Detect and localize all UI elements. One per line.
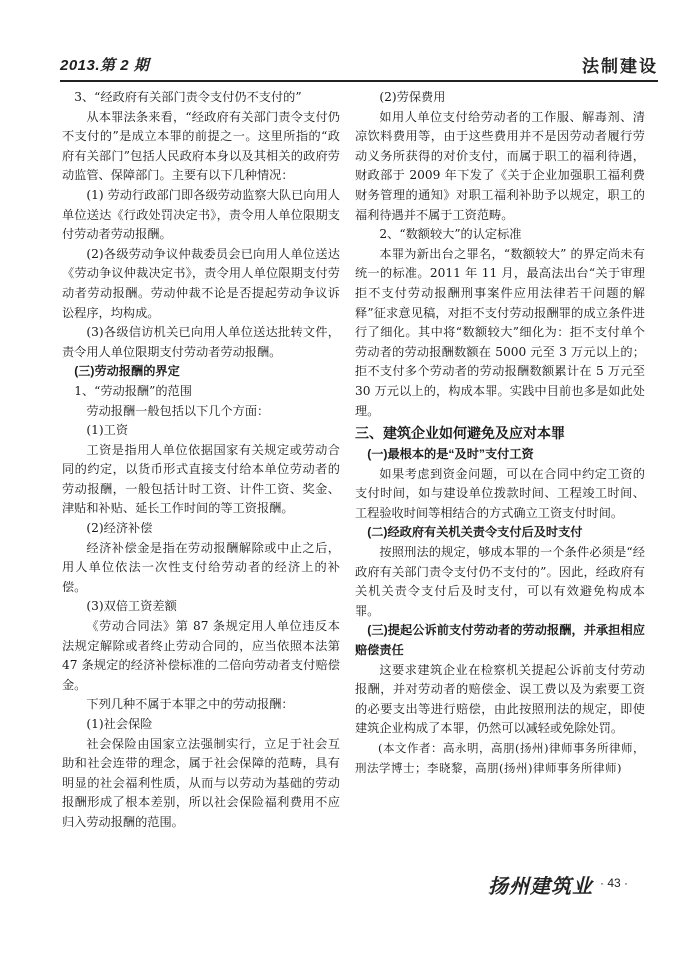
author-note: (本文作者：高永明，高朋(扬州)律师事务所律师，刑法学博士；李晓黎，高朋(扬州)律师事务所律师) bbox=[355, 741, 645, 775]
subheading: 1、“劳动报酬”的范围 bbox=[74, 383, 192, 398]
paragraph: 3、“经政府有关部门责令支付仍不支付的” bbox=[74, 90, 302, 104]
paragraph: 工资是指用人单位依据国家有关规定或劳动合同的约定，以货币形式直接支付给本单位劳动者的劳动报酬，一般包括计时工资、计件工资、奖金、津贴和补贴、延长工作时间的等工资报酬。 bbox=[62, 442, 340, 516]
magazine-logo: 扬州建筑业 bbox=[488, 874, 593, 898]
paragraph: 这要求建筑企业在检察机关提起公诉前支付劳动报酬，并对劳动者的赔偿金、误工费以及为索要工资的必要支出等进行赔偿，由此按照刑法的规定，即使建筑企业构成了本罪，仍然可以减轻或免除处罚。 bbox=[355, 662, 645, 736]
paragraph: 劳动报酬一般包括以下几个方面： bbox=[86, 403, 270, 418]
paragraph: 如用人单位支付给劳动者的工作服、解毒剂、清凉饮料费用等，由于这些费用并不是因劳动者履行劳动义务所获得的对价支付，而属于职工的福利待遇，财政部于 2009 年下发了《关于企业加强职工福利费财务管理的通知》对职工福利补助予以规定，职工的福利待遇并不属于工资范畴。 bbox=[355, 109, 645, 222]
paragraph: 从本罪法条来看，“经政府有关部门责令支付仍不支付的”是成立本罪的前提之一。这里所指的“政府有关部门”包括人民政府本身以及其相关的政府劳动监管、保障部门。主要有以下几种情况： bbox=[62, 109, 340, 183]
right-column bbox=[355, 88, 645, 778]
paragraph: 《劳动合同法》第 87 条规定用人单位违反本法规定解除或者终止劳动合同的，应当依照本法第 47 条规定的经济补偿标准的二倍向劳动者支付赔偿金。 bbox=[62, 619, 340, 692]
list-item-label: (3)双倍工资差额 bbox=[86, 599, 177, 614]
page-header bbox=[60, 50, 658, 82]
paragraph: (3)各级信访机关已向用人单位送达批转文件，责令用人单位限期支付劳动者劳动报酬。 bbox=[62, 325, 340, 359]
left-column bbox=[62, 88, 340, 833]
subsection-heading: (三)提起公诉前支付劳动者的劳动报酬，并承担相应赔偿责任 bbox=[355, 623, 645, 658]
page-number: · 43 · bbox=[600, 876, 629, 890]
section-heading: 三、建筑企业如何避免及应对本罪 bbox=[355, 425, 565, 442]
paragraph: 经济补偿金是指在劳动报酬解除或中止之后，用人单位依法一次性支付给劳动者的经济上的补偿。 bbox=[62, 540, 340, 594]
paragraph: 下列几种不属于本罪之中的劳动报酬： bbox=[86, 697, 294, 712]
issue-label: 2013.第 2 期 bbox=[60, 57, 150, 74]
subsection-heading: (二)经政府有关机关责令支付后及时支付 bbox=[367, 525, 583, 540]
list-item-label: (1)社会保险 bbox=[86, 717, 153, 731]
section-heading: (三)劳动报酬的界定 bbox=[74, 364, 180, 379]
paragraph: 按照刑法的规定，够成本罪的一个条件必须是“经政府有关部门责令支付仍不支付的”。因此，经政府有关机关责令支付后及时支付，可以有效避免构成本罪。 bbox=[355, 545, 645, 618]
paragraph: (1) 劳动行政部门即各级劳动监察大队已向用人单位送达《行政处罚决定书》，责令用人单位限期支付劳动者劳动报酬。 bbox=[62, 187, 340, 242]
page-footer bbox=[470, 870, 670, 900]
subheading: 2、“数额较大”的认定标准 bbox=[379, 227, 522, 242]
subsection-heading: (一)最根本的是“及时”支付工资 bbox=[367, 447, 534, 462]
list-item-label: (1)工资 bbox=[86, 423, 129, 438]
column-title: 法制建设 bbox=[582, 57, 658, 76]
list-item-label: (2)经济补偿 bbox=[86, 521, 153, 536]
paragraph: 社会保险由国家立法强制实行，立足于社会互助和社会连带的理念，属于社会保障的范畴，具有明显的社会福利性质，从而与以劳动为基础的劳动报酬形成了根本差别，所以社会保险福利费用不应归入劳动报酬的范围。 bbox=[62, 736, 340, 829]
paragraph: (2)各级劳动争议仲裁委员会已向用人单位送达《劳动争议仲裁决定书》，责令用人单位限期支付劳动者劳动报酬。劳动仲裁不论是否提起劳动争议诉讼程序，均构成。 bbox=[62, 246, 340, 320]
list-item-label: (2)劳保费用 bbox=[379, 90, 446, 104]
paragraph: 如果考虑到资金问题，可以在合同中约定工资的支付时间，如与建设单位拨款时间、工程竣工时间、工程验收时间等相结合的方式确立工资支付时间。 bbox=[355, 466, 645, 520]
paragraph: 本罪为新出台之罪名，“数额较大” 的界定尚未有统一的标准。2011 年 11 月，最高法出台“关于审理拒不支付劳动报酬刑事案件应用法律若干问题的解释”征求意见稿，对拒不支付劳动报酬罪的成立条件进行了细化。其中将“数额较大”细化为：拒不支付单个劳动者的劳动报酬数额在 5000 元至 3 万元以上的；拒不支付多个劳动者的劳动报酬数额累计在 5 万元至 30 万元以上的，构成本罪。实践中目前也多是如此处理。 bbox=[355, 246, 645, 418]
